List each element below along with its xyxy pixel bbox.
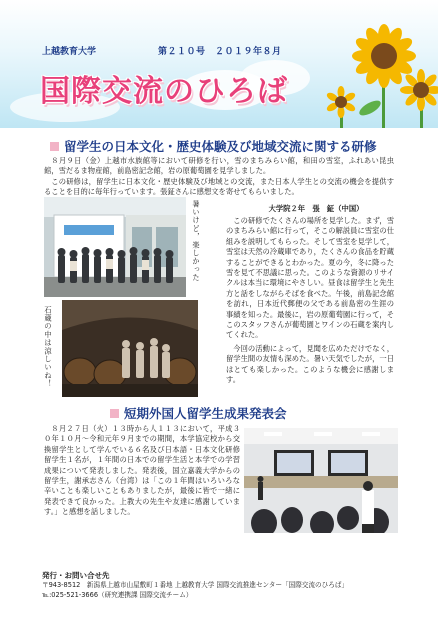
article1-paragraph: ８月９日（金）上越市水族館等において研修を行い，雪のまちみらい館，和田の雪室，ふれあい昆虫館，雪だるま物産館，前島密記念館，岩の原葡萄園を見学しました。	[44, 156, 394, 176]
heading-marker	[110, 409, 119, 418]
article1-heading	[50, 137, 377, 155]
article2-body	[44, 424, 240, 518]
heading-marker	[50, 142, 59, 151]
footer-phone: ℡:025-521-3666（研究連携課 国際交流チーム）	[42, 590, 193, 599]
article2-heading	[110, 404, 287, 422]
essay-paragraph: この研修でたくさんの場所を見学した。まず，雪のまちみらい館に行って，そこの解説員に雪室の仕組みを説明してもらった。そして雪室を見学して，雪室は天然の冷蔵庫であり，たくさんの食品を貯蔵することができるとわかった。夏の今，冬に降った雪を見て不思議に思った。このような資源のリサイクルは本当に環境にやさしい。昼食は留学生と先生方と話をしながらそばを食べた。午後，前島記念館を訪れ，日本近代郵便の父である前島密の生涯の事績を知った。最後に，岩の原葡萄園に行って，そこのスタッフさんが葡萄園とワインの石蔵を案内してくれた。	[226, 216, 394, 340]
article1-title: 留学生の日本文化・歴史体験及び地域交流に関する研修	[64, 139, 377, 154]
footer-label: 発行・お問い合せ先	[42, 571, 110, 580]
footer-address: 〒943-8512 新潟県上越市山屋敷町１番地 上越教育大学 国際交流推進センター「国際交流のひろば」	[42, 581, 349, 589]
photo2-caption: 石蔵の中は涼しいね！	[44, 306, 53, 388]
essay-paragraph: 今回の活動によって，見聞を広めただけでなく，留学生間の友情も深めた。暑い天気でしたが，一日はとても楽しかった。このような機会に感謝します。	[226, 343, 394, 385]
group-photo-building	[44, 197, 186, 297]
sunflower-illustration	[320, 18, 438, 128]
photo1-caption: 暑いけど，楽しかった	[192, 200, 201, 282]
sunflower-icon	[400, 69, 438, 128]
issue-number: 第２１０号 ２０１９年８月	[158, 47, 282, 57]
article1-intro	[44, 156, 394, 198]
footer-contact	[42, 570, 372, 600]
article2-paragraph: ８月２７日（火）１３時から人１１３において，平成３０年１０月〜令和元年９月までの期間，本学協定校から交換留学生として学んでいる６名及び日本語・日本文化研修留学生１名が，１年間の日本での留学生活と本学での学習成果について発表しました。発表後，国立嘉義大学からの留学生，謝承志さん（台湾）は「この１年間はいろいろな辛いことも楽しいこともありましたが，最後に皆で一緒に発表できて良かった。上教大の先生や友達に感謝しています。」と感想を話しました。	[44, 424, 240, 517]
article1-paragraph: この研修は，留学生に日本文化・歴史体験及び地域との交流，また日本人学生との交流の機会を提供することを目的に毎年行っています。張鉦さんに感想文を寄せてもらいました。	[44, 176, 394, 197]
essay-body	[226, 216, 394, 386]
essay-author: 大学院２年 張 鉦（中国）	[268, 204, 364, 213]
article2-title: 短期外国人留学生成果発表会	[124, 406, 287, 421]
newsletter-title: 国際交流のひろば	[40, 74, 288, 109]
presentation-photo	[244, 428, 398, 533]
group-photo-storehouse	[62, 300, 198, 397]
publisher-name: 上越教育大学	[42, 47, 97, 57]
sunflower-icon	[325, 86, 356, 128]
